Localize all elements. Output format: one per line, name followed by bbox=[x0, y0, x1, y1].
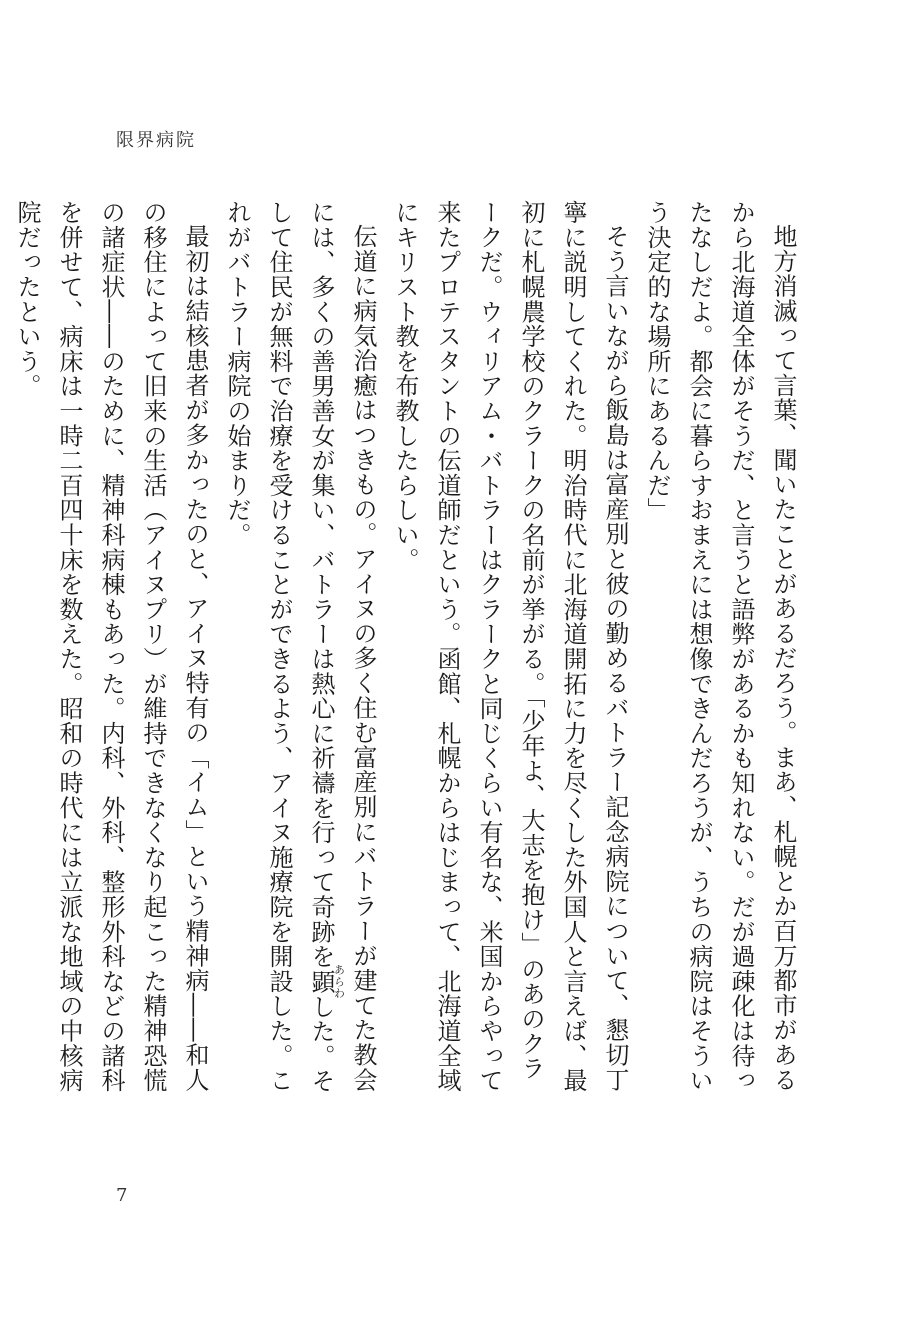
running-title: 限界病院 bbox=[116, 130, 196, 151]
ruby-reading: あらわ bbox=[332, 963, 346, 1000]
body-text bbox=[13, 200, 804, 1100]
paragraph-2: そう言いながら飯島は富産別と彼の勤めるバトラー記念病院について、懇切丁寧に説明してくれた。明治時代に北海道開拓に力を尽くした外国人と言えば、最初に札幌農学校のクラークの名前が挙がる。「少年よ、大志を抱け」のあのクラークだ。ウィリアム・バトラーはクラークと同じくらい有名な、米国からやって来たプロテスタントの伝道師だという。函館、札幌からはじまって、北海道全域にキリスト教を布教したらしい。 bbox=[391, 200, 629, 1093]
page-number: 7 bbox=[116, 1185, 128, 1206]
paragraph-4: 最初は結核患者が多かったのと、アイヌ特有の「イム」という精神病――和人の移住によって旧来の生活（アイヌプリ）が維持できなくなり起こった精神恐慌の諸症状――のために、精神科病棟もあった。内科、外科、整形外科などの諸科を併せて、病床は一時二百四十床を数えた。昭和の時代には立派な地域の中核病院だったという。 bbox=[13, 200, 209, 1093]
paragraph-5-quote bbox=[0, 200, 6, 1100]
paragraph-3 bbox=[216, 200, 384, 1100]
paragraph-3-before: 伝道に病気治癒はつきもの。アイヌの多く住む富産別にバトラーが建てた教会には、多くの善男善女が集い、バトラーは熱心に祈禱を行って奇跡を bbox=[307, 200, 377, 1092]
paragraph-3-after: した。そして住民が無料で治療を受けることができるよう、アイヌ施療院を開設した。これがバトラー病院の始まりだ。 bbox=[223, 200, 335, 1094]
ruby-base: 顕 bbox=[307, 963, 335, 1000]
ruby-word bbox=[307, 963, 346, 1000]
paragraph-1: 地方消滅って言葉、聞いたことがあるだろう。まあ、札幌とか百万都市があるから北海道全体がそうだ、と言うと語弊があるかも知れない。だが過疎化は待ったなしだよ。都会に暮らすおまえには想像できんだろうが、うちの病院はそういう決定的な場所にあるんだ」 bbox=[643, 200, 797, 1093]
